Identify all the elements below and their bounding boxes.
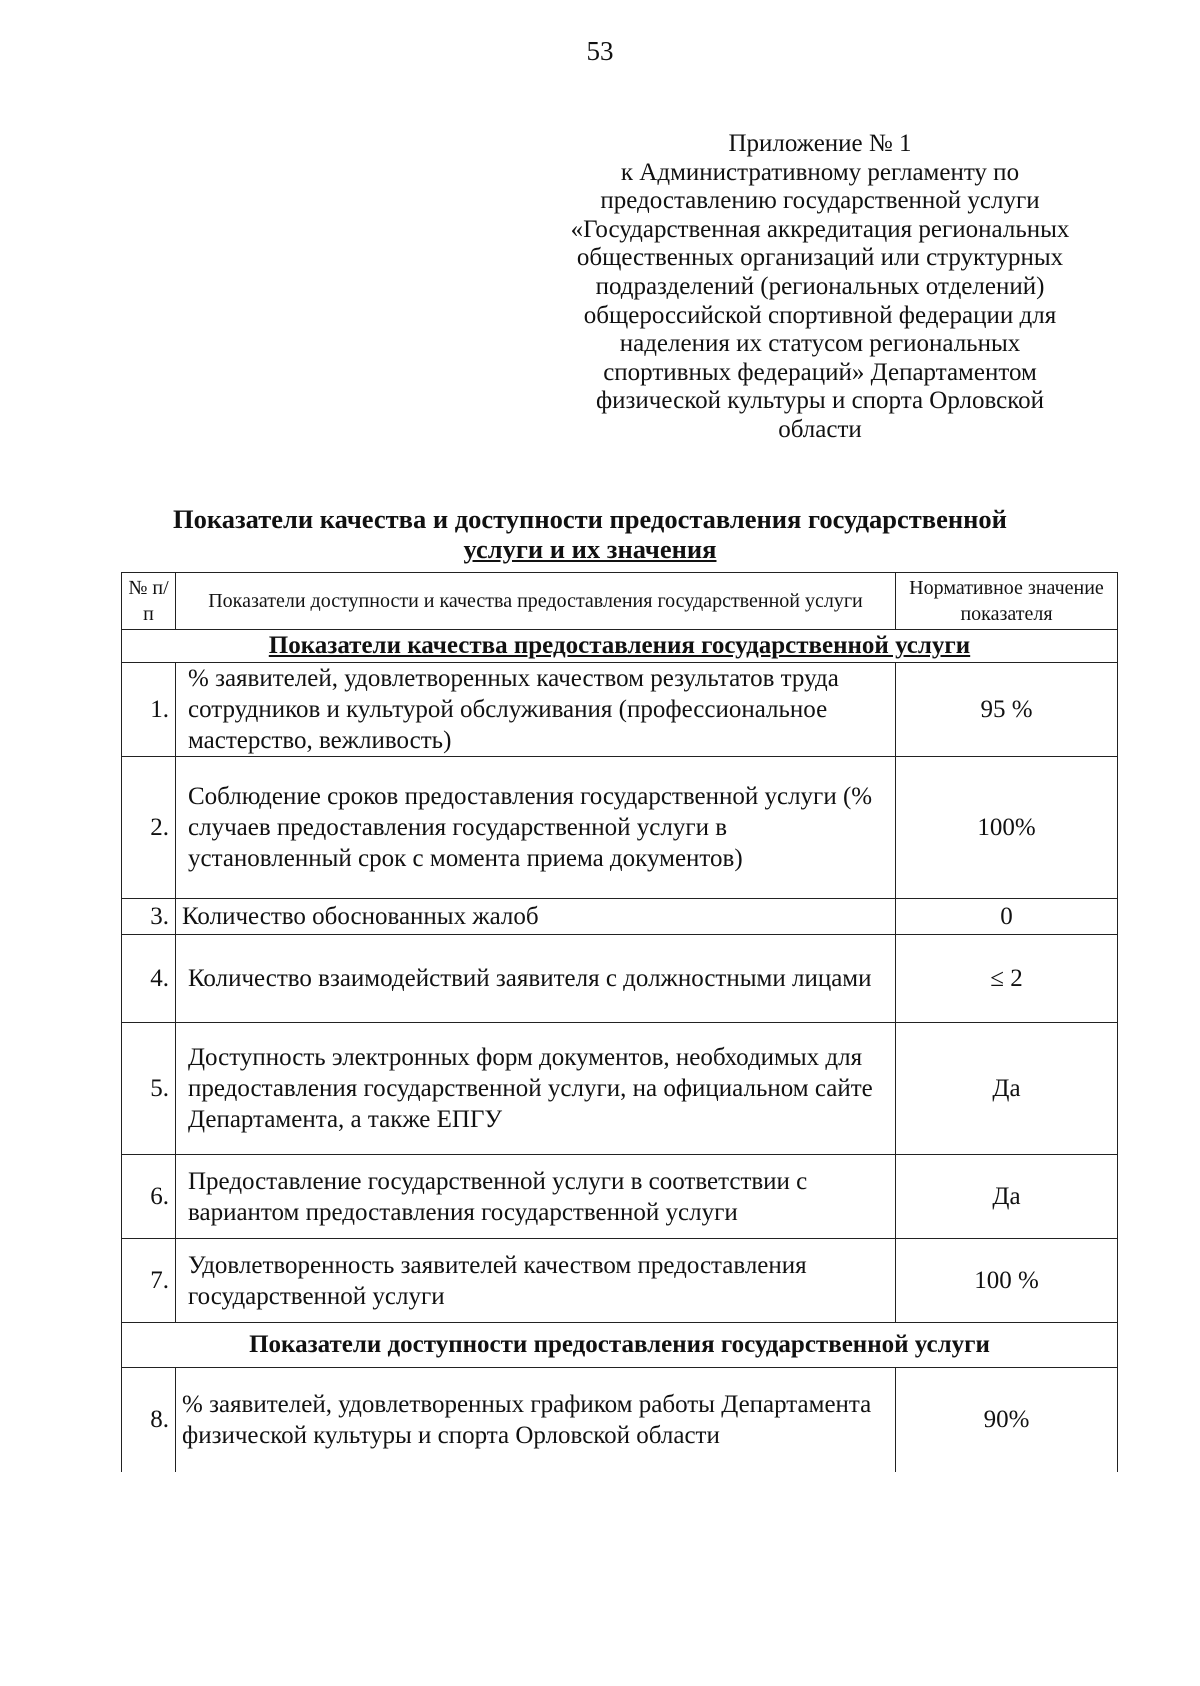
appendix-line: «Государственная аккредитация региональных	[570, 215, 1070, 243]
page-number: 53	[586, 36, 614, 66]
table-row	[122, 935, 1118, 1023]
section-quality-title: Показатели качества предоставления государственной услуги	[268, 632, 971, 659]
row-value: 0	[896, 899, 1118, 935]
appendix-line: предоставлению государственной услуги	[600, 187, 1040, 215]
section-access-title: Показатели доступности предоставления государственной услуги	[122, 1323, 1118, 1368]
row-text: Количество взаимодействий заявителя с должностными лицами	[176, 935, 896, 1023]
table-row	[122, 663, 1118, 757]
table-row	[122, 757, 1118, 899]
row-text: Доступность электронных форм документов, необходимых для предоставления государственной услуги, на официальном сайте Департамента, а также ЕПГУ	[176, 1023, 896, 1155]
document-title	[140, 504, 1040, 564]
appendix-line: спортивных федераций» Департаментом	[603, 358, 1037, 386]
appendix-line: к Административному регламенту по	[620, 158, 1020, 186]
row-num: 7.	[122, 1239, 176, 1323]
table-row	[122, 1239, 1118, 1323]
appendix-line: физической культуры и спорта Орловской	[595, 387, 1045, 415]
row-num: 1.	[122, 663, 176, 757]
row-value: Да	[896, 1155, 1118, 1239]
indicators-table	[121, 572, 1118, 1472]
row-num: 6.	[122, 1155, 176, 1239]
appendix-line: Приложение № 1	[728, 130, 912, 157]
table-header-row	[122, 573, 1118, 630]
header-num: № п/п	[122, 573, 176, 630]
row-num: 3.	[122, 899, 176, 935]
row-text: Предоставление государственной услуги в соответствии с вариантом предоставления государственной услуги	[176, 1155, 896, 1239]
section-access-row	[122, 1323, 1118, 1368]
row-value: 100%	[896, 757, 1118, 899]
appendix-block	[540, 130, 1100, 445]
header-indicator: Показатели доступности и качества предоставления государственной услуги	[176, 573, 896, 630]
row-value: 90%	[896, 1368, 1118, 1472]
row-value: ≤ 2	[896, 935, 1118, 1023]
table-row	[122, 899, 1118, 935]
row-num: 2.	[122, 757, 176, 899]
table-row	[122, 1023, 1118, 1155]
section-quality-row	[122, 630, 1118, 663]
row-text: % заявителей, удовлетворенных качеством результатов труда сотрудников и культурой обслуживания (профессиональное мастерство, вежливость)	[176, 663, 896, 757]
row-value: Да	[896, 1023, 1118, 1155]
row-text: Количество обоснованных жалоб	[176, 899, 896, 935]
row-num: 8.	[122, 1368, 176, 1472]
appendix-line: наделения их статусом региональных	[619, 330, 1021, 358]
appendix-line: общественных организаций или структурных	[576, 244, 1064, 272]
appendix-line: общероссийской спортивной федерации для	[583, 301, 1057, 329]
row-text: % заявителей, удовлетворенных графиком работы Департамента физической культуры и спорта Орловской области	[176, 1368, 896, 1472]
row-value: 95 %	[896, 663, 1118, 757]
row-num: 4.	[122, 935, 176, 1023]
header-value: Нормативное значение показателя	[896, 573, 1118, 630]
table-row	[122, 1368, 1118, 1472]
indicators-table-wrap	[121, 572, 1117, 1472]
section-quality-cell	[122, 630, 1118, 663]
document-title-line1: Показатели качества и доступности предоставления государственной	[173, 504, 1007, 534]
appendix-line: подразделений (региональных отделений)	[595, 272, 1045, 300]
appendix-line: области	[778, 415, 862, 443]
row-value: 100 %	[896, 1239, 1118, 1323]
document-title-line2: услуги и их значения	[463, 534, 717, 564]
table-row	[122, 1155, 1118, 1239]
row-num: 5.	[122, 1023, 176, 1155]
row-text: Соблюдение сроков предоставления государственной услуги (% случаев предоставления государственной услуги в установленный срок с момента приема документов)	[176, 757, 896, 899]
row-text: Удовлетворенность заявителей качеством предоставления государственной услуги	[176, 1239, 896, 1323]
